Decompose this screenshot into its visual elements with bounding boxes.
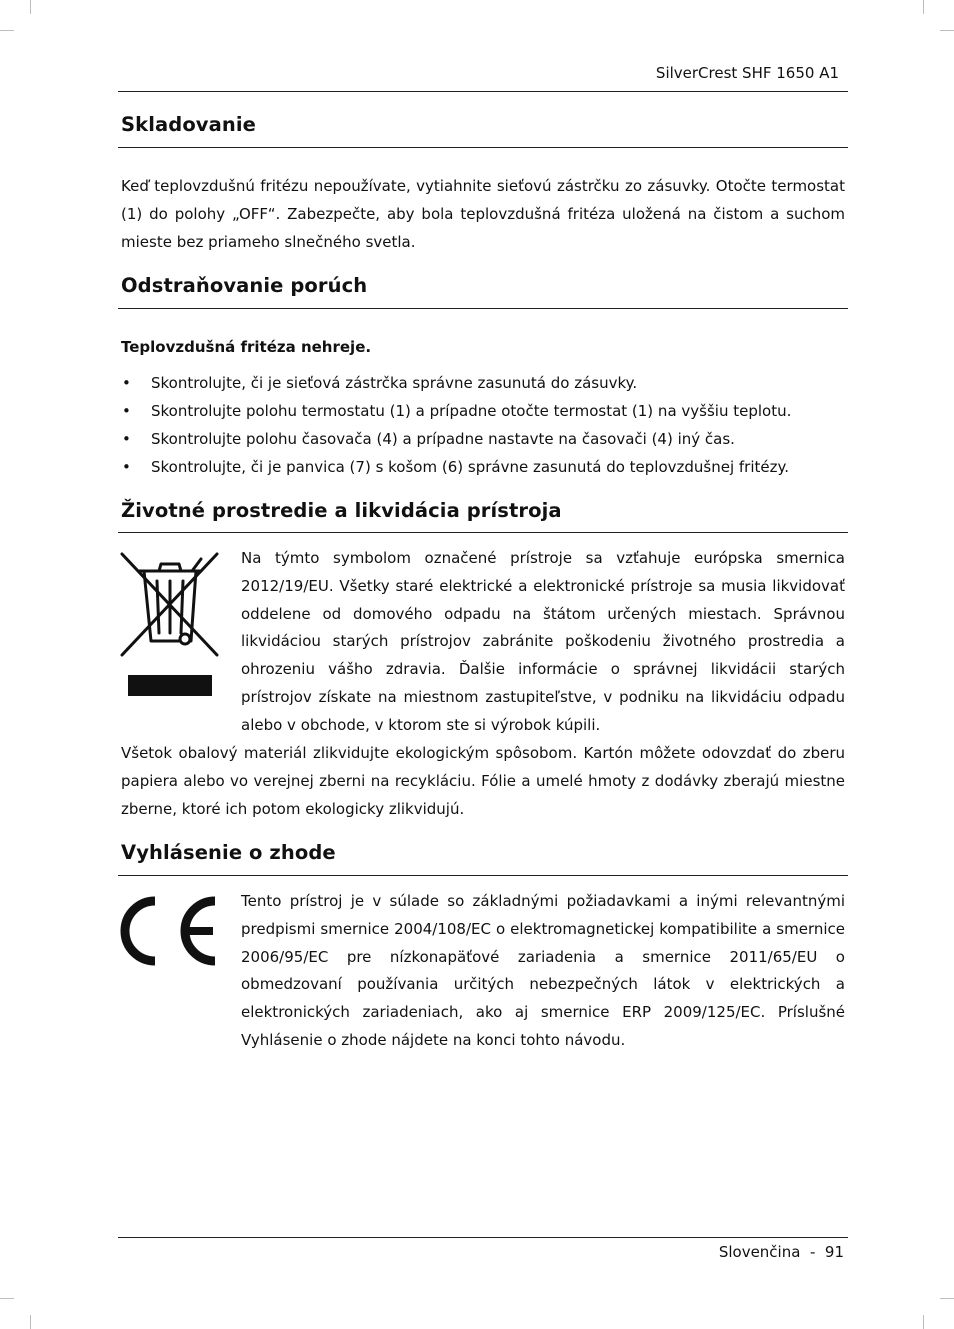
bullet-icon: •: [122, 402, 131, 420]
crop-mark: [30, 0, 31, 14]
list-item: [121, 453, 845, 481]
heading-rule: [118, 147, 848, 148]
page-footer-label: Slovenčina - 91: [718, 1243, 844, 1261]
bullet-icon: •: [122, 458, 131, 476]
crop-mark: [0, 1298, 14, 1299]
crop-mark: [30, 1315, 31, 1329]
troubleshooting-list: [121, 369, 845, 481]
list-item: [121, 425, 845, 453]
heading-rule: [118, 532, 848, 533]
bullet-icon: •: [122, 430, 131, 448]
ce-mark-icon: [119, 893, 221, 969]
list-item-text: Skontrolujte, či je sieťová zástrčka správne zasunutá do zásuvky.: [151, 374, 638, 392]
list-item: [121, 397, 845, 425]
storage-text: Keď teplovzdušnú fritézu nepoužívate, vytiahnite sieťovú zástrčku zo zásuvky. Otočte termostat (1) do polohy „OFF“. Zabezpečte, aby bola teplovzdušná fritéza uložená na čistom a suchom mieste bez priameho slnečného svetla.: [121, 177, 845, 251]
list-item-text: Skontrolujte polohu termostatu (1) a prípadne otočte termostat (1) na vyššiu teplotu.: [151, 402, 792, 420]
page-header-title: SilverCrest SHF 1650 A1: [655, 64, 839, 82]
troubleshooting-subheading: Teplovzdušná fritéza nehreje.: [121, 338, 372, 356]
crop-mark: [923, 0, 924, 14]
crop-mark: [940, 30, 954, 31]
heading-storage: Skladovanie: [121, 113, 256, 136]
heading-troubleshooting: Odstraňovanie porúch: [121, 274, 368, 297]
list-item-text: Skontrolujte polohu časovača (4) a prípadne nastavte na časovači (4) iný čas.: [151, 430, 735, 448]
conformity-text: Tento prístroj je v súlade so základnými požiadavkami a inými relevantnými predpismi smernice 2004/108/EC o elektromagnetickej kompatibilite a smernice 2006/95/EC pre nízkonapäťové zariadenia a smernice 2011/65/EU o obmedzovaní používania určitých nebezpečných látok v elektrických a elektronických zariadeniach, ako aj smernice ERP 2009/125/EC. Príslušné Vyhlásenie o zhode nájdete na konci tohto návodu.: [241, 892, 845, 1049]
footer-rule: [118, 1237, 848, 1238]
packaging-text: Všetok obalový materiál zlikvidujte ekologickým spôsobom. Kartón môžete odovzdať do zberu papiera alebo vo verejnej zberni na recykláciu. Fólie a umelé hmoty z dodávky zberajú miestne zberne, ktoré ich potom ekologicky zlikvidujú.: [121, 744, 845, 818]
heading-rule: [118, 875, 848, 876]
list-item: [121, 369, 845, 397]
heading-conformity: Vyhlásenie o zhode: [121, 841, 336, 864]
heading-rule: [118, 308, 848, 309]
crossed-out-wheelie-bin-icon: [119, 551, 221, 699]
bullet-icon: •: [122, 374, 131, 392]
crop-mark: [923, 1315, 924, 1329]
crop-mark: [0, 30, 14, 31]
header-rule: [118, 91, 848, 92]
list-item-text: Skontrolujte, či je panvica (7) s košom (6) správne zasunutá do teplovzdušnej fritézy.: [151, 458, 790, 476]
environment-text: Na týmto symbolom označené prístroje sa vzťahuje európska smernica 2012/19/EU. Všetky staré elektrické a elektronické prístroje sa musia likvidovať oddelene od domového odpadu na štátom určených miestach. Správnou likvidáciou starých prístrojov zabránite poškodeniu životného prostredia a ohrozeniu vášho zdravia. Ďalšie informácie o správnej likvidácii starých prístrojov získate na miestnom zastupiteľstve, v podniku na likvidáciu odpadu alebo v obchode, v ktorom ste si výrobok kúpili.: [241, 549, 845, 734]
heading-environment: Životné prostredie a likvidácia prístroja: [121, 499, 562, 522]
crop-mark: [940, 1298, 954, 1299]
